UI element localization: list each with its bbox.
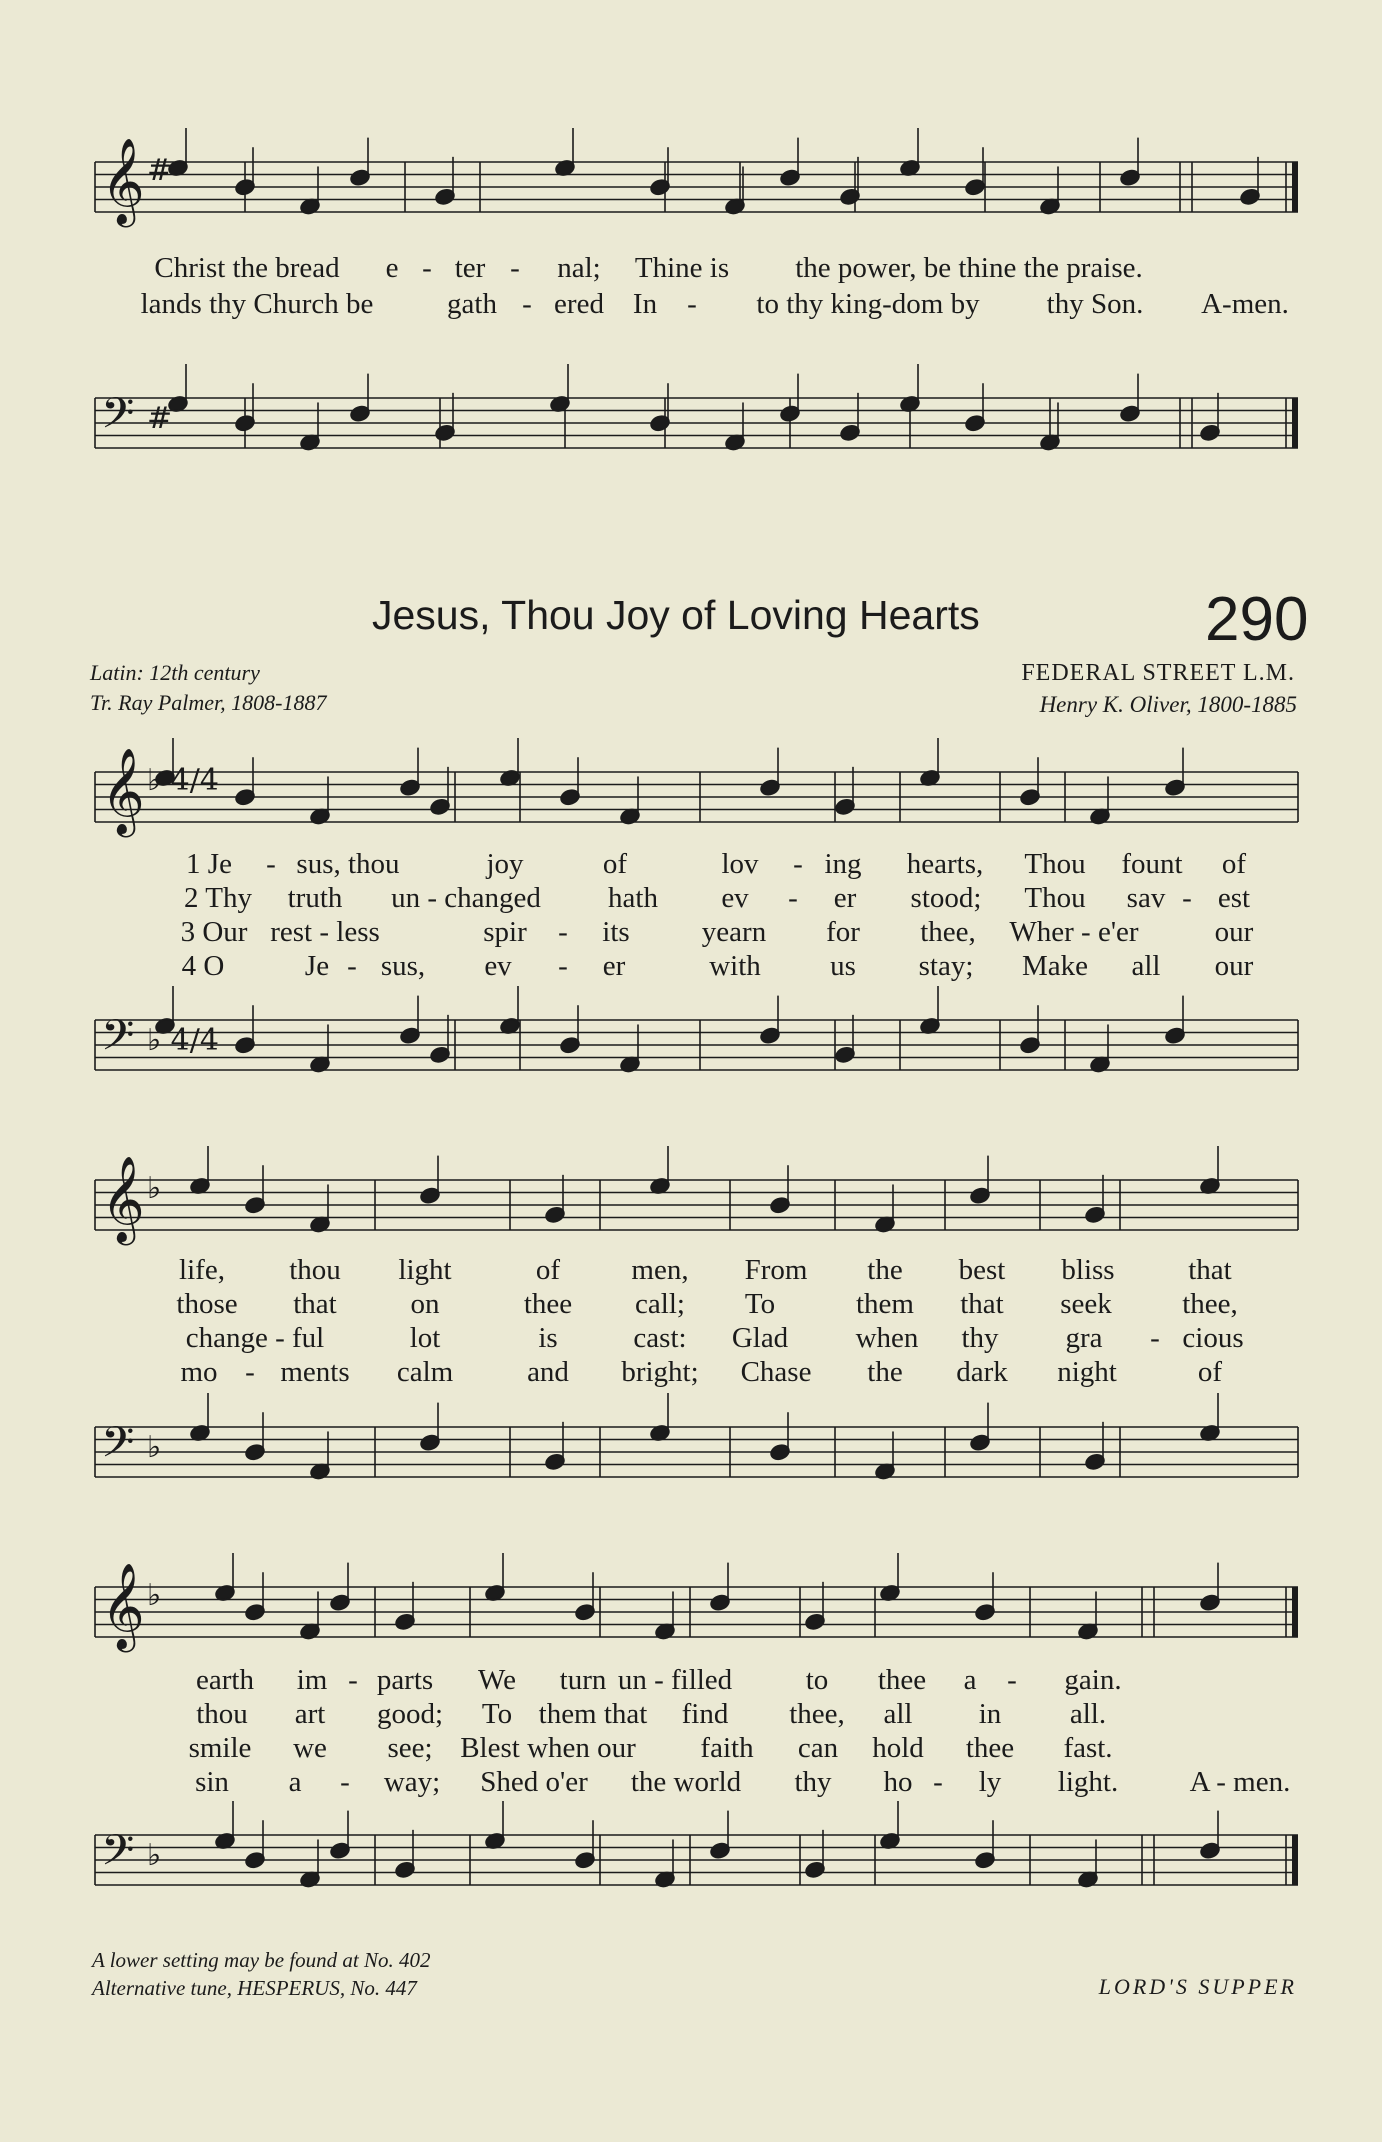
lyric-word: - [1007,1664,1017,1696]
lyric-word: un - changed [391,882,541,914]
lyric-word: er [833,882,857,914]
lyric-word: thee [965,1732,1015,1764]
lyric-word: Thou [1024,848,1086,880]
lyric-word: when [855,1322,919,1354]
lyric-word: hold [872,1732,924,1764]
lyric-word: Chase [740,1356,812,1388]
lyric-word: seek [1060,1288,1112,1320]
lyric-word: of [602,848,628,880]
lyric-word: change - ful [185,1322,325,1354]
lyric-word: thy [794,1766,832,1798]
lyric-word: ev [721,882,749,914]
lyric-word: thee, [1182,1288,1238,1320]
lyric-word: - [788,882,798,914]
lyric-word: ev [484,950,512,982]
lyric-word: yearn [701,916,767,948]
lyric-word: 2 Thy [184,882,252,914]
lyric-word: to [805,1664,829,1696]
lyric-word: of [1197,1356,1223,1388]
lyric-word: our [1214,950,1254,982]
lyric-word: the [867,1356,903,1388]
lyric-word: in [978,1698,1002,1730]
lyric-word: - [687,288,697,320]
lyric-word: turn [559,1664,607,1696]
lyric-word: thee [877,1664,927,1696]
lyric-word: im [296,1664,328,1696]
lyric-word: find [681,1698,729,1730]
lyric-word: fast. [1063,1732,1113,1764]
lyric-word: stood; [910,882,982,914]
lyric-word: Thou [1024,882,1086,914]
lyric-word: hearts, [906,848,984,880]
lyric-word: them that [538,1698,648,1730]
lyric-word: is [538,1322,558,1354]
lyric-word: sin [195,1766,229,1798]
lyric-word: Shed o'er [480,1766,588,1798]
svg-text:♭: ♭ [147,1838,162,1873]
lyric-word: - [245,1356,255,1388]
lyric-word: Make [1021,950,1089,982]
lyric-word: To [744,1288,776,1320]
svg-text:♭: ♭ [147,1171,162,1206]
lyric-word: lands thy Church be [140,288,374,320]
lyric-word: - [1150,1322,1160,1354]
lyric-word: - [558,950,568,982]
lyric-word: - [348,1664,358,1696]
lyric-word: er [602,950,626,982]
lyric-word: In [632,288,658,320]
lyric-word: truth [287,882,343,914]
lyric-word: its [602,916,630,948]
lyric-word: faith [700,1732,754,1764]
lyric-word: - [340,1766,350,1798]
lyric-word: that [293,1288,337,1320]
hymn-title: Jesus, Thou Joy of Loving Hearts [372,592,980,638]
lyric-word: men, [631,1254,689,1286]
lyric-word: spir [483,916,527,948]
lyric-word: that [1188,1254,1232,1286]
lyric-word: way; [383,1766,441,1798]
lyric-word: we [293,1732,327,1764]
lyric-word: can [797,1732,839,1764]
lyric-word: stay; [918,950,974,982]
lyric-word: sav [1126,882,1166,914]
composer-credit: Henry K. Oliver, 1800-1885 [1039,692,1297,717]
svg-text:♭ 4/4: ♭ 4/4 [147,1023,219,1058]
lyric-word: all. [1069,1698,1107,1730]
lyric-word: for [826,916,860,948]
svg-text:♭: ♭ [147,1578,162,1613]
tune-name: FEDERAL STREET L.M. [1021,660,1295,686]
lyric-word: Wher - e'er [1009,916,1139,948]
lyric-word: all [883,1698,913,1730]
lyric-word: and [527,1356,569,1388]
lyric-word: best [958,1254,1006,1286]
lyric-word: night [1057,1356,1117,1388]
lyric-word: with [709,950,761,982]
lyric-word: bliss [1061,1254,1115,1286]
lyric-word: sus, [380,950,426,982]
lyric-word: e [385,252,399,284]
lyric-word: - [266,848,276,880]
svg-text:𝄢: 𝄢 [101,1418,135,1478]
lyric-word: To [481,1698,513,1730]
lyric-word: We [478,1664,516,1696]
lyric-word: Christ the bread [154,252,340,284]
lyric-word: ho [883,1766,913,1798]
lyric-word: call; [635,1288,685,1320]
lyric-word: all [1131,950,1161,982]
lyric-word: thy [961,1322,999,1354]
lyric-word: gain. [1064,1664,1122,1696]
lyric-word: the world [630,1766,742,1798]
lyric-word: gra [1065,1322,1103,1354]
lyric-word: a [963,1664,977,1696]
lyric-word: joy [486,848,524,880]
lyric-word: Thine is [634,252,730,284]
lyric-word: rest - less [270,916,380,948]
svg-text:#: # [147,401,173,436]
lyric-word: thy Son. [1046,288,1144,320]
lyric-word: bright; [621,1356,699,1388]
lyric-word: fount [1121,848,1183,880]
lyric-word: From [744,1254,808,1286]
lyric-word: - [422,252,432,284]
svg-text:𝄢: 𝄢 [101,389,135,449]
lyric-word: parts [376,1664,434,1696]
lyric-word: smile [188,1732,252,1764]
lyric-word: 1 Je [186,848,232,880]
lyric-word: - [510,252,520,284]
lyric-word: earth [196,1664,254,1696]
lyric-word: on [410,1288,440,1320]
footer-note-alternative-tune: Alternative tune, HESPERUS, No. 447 [92,1976,417,2000]
svg-text:𝄞: 𝄞 [101,1563,145,1649]
lyric-word: the power, be thine the praise. [795,252,1143,284]
lyric-word: sus, thou [296,848,400,880]
svg-text:𝄞: 𝄞 [101,1156,145,1242]
lyric-word: the [867,1254,903,1286]
lyric-word: good; [376,1698,444,1730]
lyric-word: Je [304,950,330,982]
lyric-word: us [830,950,856,982]
lyric-word: them [856,1288,914,1320]
lyric-word: calm [396,1356,454,1388]
lyric-word: Blest when our [460,1732,636,1764]
lyric-word: lot [409,1322,441,1354]
lyric-word: of [535,1254,561,1286]
lyric-word: see; [387,1732,433,1764]
translator-credit: Tr. Ray Palmer, 1808-1887 [90,690,327,715]
lyric-word: - [793,848,803,880]
lyric-word: cious [1182,1322,1244,1354]
text-source: Latin: 12th century [90,660,260,685]
lyric-word: our [1214,916,1254,948]
lyric-word: to thy king-dom by [756,288,980,320]
lyric-word: art [294,1698,326,1730]
svg-text:𝄢: 𝄢 [101,1011,135,1071]
lyric-word: thee, [789,1698,845,1730]
lyric-word: light [398,1254,452,1286]
svg-text:#: # [147,153,173,188]
lyric-word: cast: [633,1322,687,1354]
lyric-word: nal; [557,252,601,284]
lyric-word: ments [280,1356,350,1388]
lyric-word: - [558,916,568,948]
lyric-word: dark [956,1356,1008,1388]
footer-note-lower-setting: A lower setting may be found at No. 402 [92,1948,431,1972]
lyric-word: A-men. [1201,288,1289,320]
lyric-word: est [1217,882,1251,914]
svg-text:𝄢: 𝄢 [101,1826,135,1886]
lyric-word: light. [1057,1766,1119,1798]
lyric-word: life, [179,1254,225,1286]
lyric-word: gath [447,288,497,320]
lyric-word: ered [554,288,604,320]
lyric-word: of [1221,848,1247,880]
lyric-word: thou [196,1698,248,1730]
lyric-word: that [960,1288,1004,1320]
svg-text:𝄞: 𝄞 [101,748,145,834]
lyric-word: - [347,950,357,982]
svg-text:𝄞: 𝄞 [101,138,145,224]
lyric-word: thee, [920,916,976,948]
lyric-word: thou [289,1254,341,1286]
lyric-word: lov [721,848,759,880]
lyric-word: 3 Our [180,916,248,948]
lyric-word: mo [180,1356,218,1388]
lyric-word: ing [824,848,862,880]
lyric-word: un - filled [617,1664,733,1696]
lyric-word: ter [454,252,486,284]
lyric-word: 4 O [181,950,225,982]
category-label: LORD'S SUPPER [1098,1974,1297,1999]
lyric-word: - [1182,882,1192,914]
lyric-word: hath [608,882,658,914]
lyric-word: - [933,1766,943,1798]
lyric-word: thee [523,1288,573,1320]
hymn-number: 290 [1205,585,1309,654]
lyric-word: Glad [731,1322,789,1354]
lyric-word: - [522,288,532,320]
svg-text:♭: ♭ [147,1430,162,1465]
lyric-word: ly [978,1766,1002,1798]
lyric-word: those [176,1288,238,1320]
lyric-word: a [288,1766,302,1798]
svg-text:♭ 4/4: ♭ 4/4 [147,763,219,798]
lyric-word: A - men. [1189,1766,1291,1798]
